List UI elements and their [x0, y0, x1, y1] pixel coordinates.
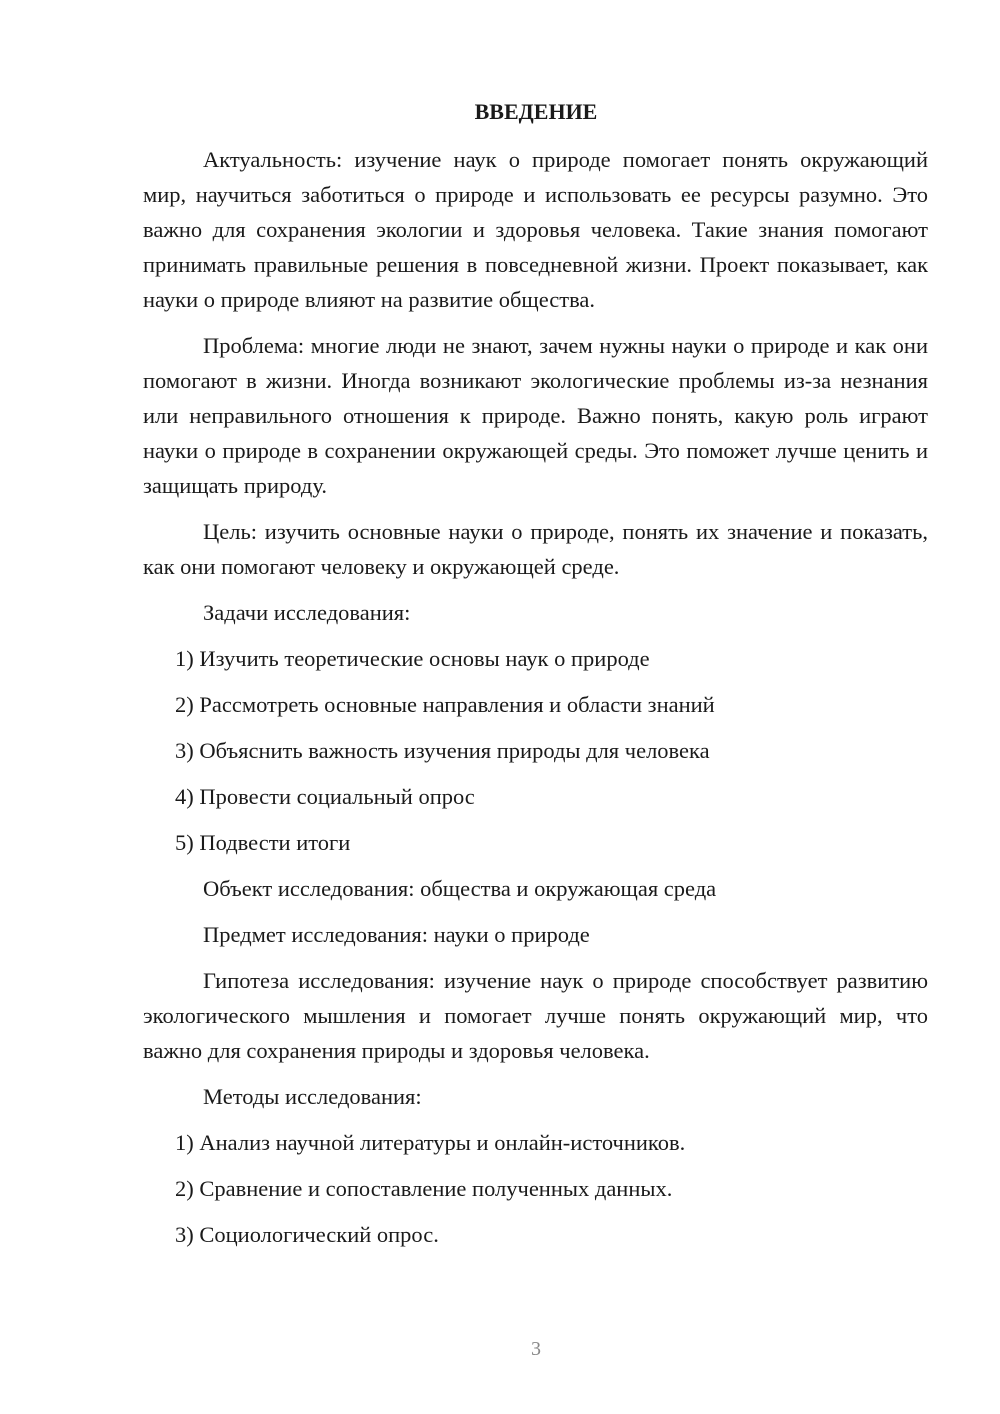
research-object: Объект исследования: общества и окружающая среда	[203, 876, 717, 901]
hypothesis-paragraph: Гипотеза исследования: изучение наук о природе способствует развитию экологического мышления и помогает лучше понять окружающий мир, что важно для сохранения природы и здоровья человека.	[143, 968, 928, 1063]
task-item: 2) Рассмотреть основные направления и области знаний	[175, 692, 715, 717]
tasks-label: Задачи исследования:	[203, 600, 411, 625]
goal-paragraph: Цель: изучить основные науки о природе, понять их значение и показать, как они помогают человеку и окружающей среде.	[143, 519, 928, 579]
relevance-paragraph: Актуальность: изучение наук о природе помогает понять окружающий мир, научиться заботиться о природе и использовать ее ресурсы разумно. Это важно для сохранения экологии и здоровья человека. Такие знания помогают принимать правильные решения в повседневной жизни. Проект показывает, как науки о природе влияют на развитие общества.	[143, 147, 928, 312]
method-item: 1) Анализ научной литературы и онлайн-источников.	[175, 1130, 686, 1155]
document-body	[143, 142, 928, 1263]
method-item: 2) Сравнение и сопоставление полученных данных.	[175, 1176, 673, 1201]
research-subject: Предмет исследования: науки о природе	[203, 922, 590, 947]
task-item: 1) Изучить теоретические основы наук о природе	[175, 646, 650, 671]
method-item: 3) Социологический опрос.	[175, 1222, 439, 1247]
task-item: 4) Провести социальный опрос	[175, 784, 475, 809]
task-item: 5) Подвести итоги	[175, 830, 351, 855]
page-title: ВВЕДЕНИЕ	[474, 99, 598, 124]
page-number: 3	[531, 1338, 541, 1360]
problem-paragraph: Проблема: многие люди не знают, зачем нужны науки о природе и как они помогают в жизни. Иногда возникают экологические проблемы из-за незнания или неправильного отношения к природе. Важно понять, какую роль играют науки о природе в сохранении окружающей среды. Это поможет лучше ценить и защищать природу.	[143, 333, 928, 498]
task-item: 3) Объяснить важность изучения природы для человека	[175, 738, 710, 763]
methods-label: Методы исследования:	[203, 1084, 422, 1109]
